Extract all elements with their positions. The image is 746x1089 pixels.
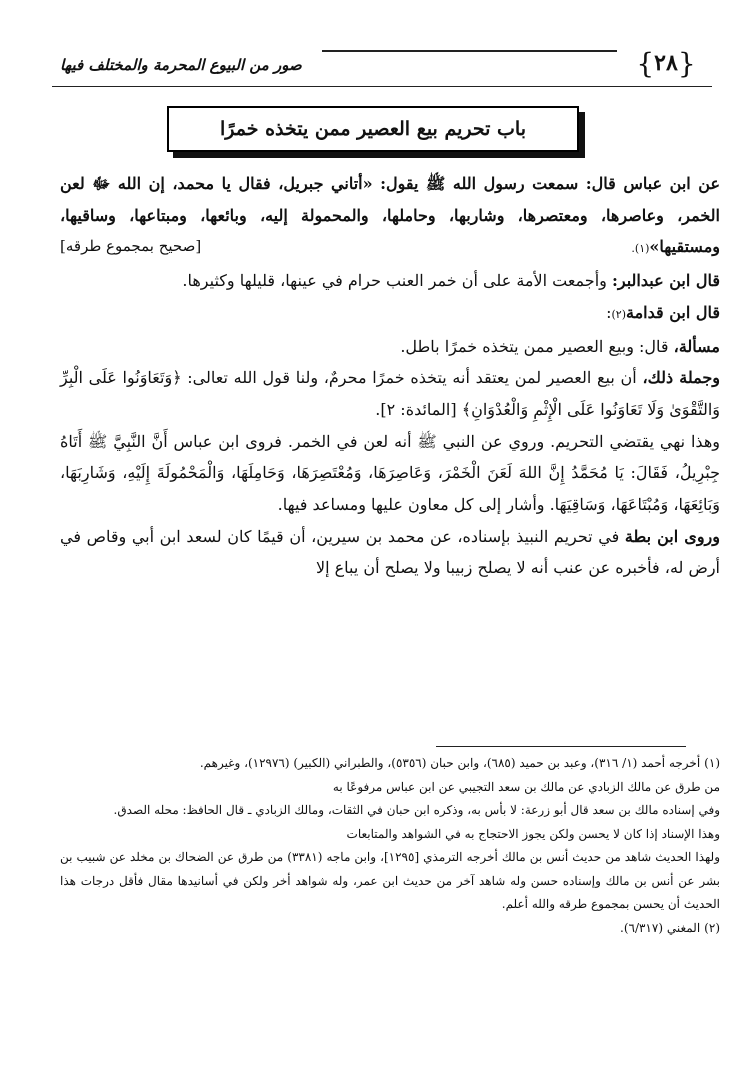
header-rule-top xyxy=(322,50,617,52)
paragraph-ibn-abdulbarr xyxy=(60,265,720,297)
hadith-text: عن ابن عباس قال: سمعت رسول الله ﷺ يقول: «أتاني جبريل، فقال يا محمد، إن الله ﷻ لعن الخمر، وعاصرها، ومعتصرها، وشاربها، وحاملها، والمحمولة إليه، وبائعها، ومبتاعها، وساقيها، ومستقيها» xyxy=(60,174,720,257)
chapter-title-box xyxy=(167,106,579,152)
paragraph-hadith xyxy=(60,168,720,265)
footnote-1-text-1: أخرجه أحمد (١/ ٣١٦)، وعبد بن حميد (٦٨٥)، وابن حبان (٥٣٥٦)، والطبراني (الكبير) (١٢٩٧٦)، وغيرهم. xyxy=(199,756,701,770)
running-title: صور من البيوع المحرمة والمختلف فيها xyxy=(60,56,302,74)
footnote-ref-1[interactable]: (١). xyxy=(631,242,650,256)
jumla-text: أن بيع العصير لمن يعتقد أنه يتخذه خمرًا محرمٌ، ولنا قول الله تعالى: ﴿وَتَعَاوَنُوا عَلَى الْبِرِّ وَالتَّقْوَىٰ وَلَا تَعَاوَنُوا عَلَى الْإِثْمِ وَالْعُدْوَانِ﴾ [المائدة: ٢]. xyxy=(60,368,720,419)
page-header xyxy=(52,40,712,88)
ibn-qudama-lead: قال ابن قدامة xyxy=(625,302,720,322)
paragraph-ibn-batta xyxy=(60,521,720,584)
paragraph-ibn-qudama xyxy=(60,297,720,331)
brace-left: { xyxy=(636,46,655,80)
main-text xyxy=(60,168,720,584)
footnote-2 xyxy=(60,917,720,941)
footnote-ref-2[interactable]: (٢) xyxy=(611,307,626,321)
footnote-1-mark: (١) xyxy=(704,756,720,770)
footnote-1-line-5: ولهذا الحديث شاهد من حديث أنس بن مالك أخرجه الترمذي [١٢٩٥]، وابن ماجه (٣٣٨١) من طرق عن الضحاك بن مخلد عن شبيب بن بشر عن أنس بن مالك وإسناده حسن وله شاهد آخر من حديث ابن عمر، وله شواهد أخر ولكن في أسانيدها مقال فأقل درجات هذا الحديث أن يحسن بمجموع طرقه والله أعلم. xyxy=(60,850,721,911)
ibn-batta-text: في تحريم النبيذ بإسناده، عن محمد بن سيرين، أن قيمًا كان لسعد ابن أبي وقاص في أرض له، فأخبره عن عنب أنه لا يصلح زبيبا ولا يصلح أن يباع إلا xyxy=(60,526,720,578)
paragraph-jumla xyxy=(60,362,720,425)
paragraph-nahy xyxy=(60,426,720,521)
chapter-title: باب تحريم بيع العصير ممن يتخذه خمرًا xyxy=(219,118,526,140)
footnote-separator xyxy=(436,746,686,747)
page-number xyxy=(620,46,712,80)
footnote-1-line-4: وهذا الإسناد إذا كان لا يحسن ولكن يجوز الاحتجاج به في الشواهد والمتابعات xyxy=(346,826,720,841)
footnote-1-line-1 xyxy=(60,752,720,776)
page-number-text: ٢٨ xyxy=(654,50,678,76)
paragraph-masala xyxy=(60,331,720,363)
masala-text: قال: وبيع العصير ممن يتخذه خمرًا باطل. xyxy=(400,336,669,356)
masala-lead: مسألة، xyxy=(673,336,720,356)
footnote-2-mark: (٢) xyxy=(704,920,720,935)
ibn-batta-lead: وروى ابن بطة xyxy=(624,526,720,546)
footnotes xyxy=(60,752,720,940)
brace-right: } xyxy=(677,46,696,80)
footnote-2-text: المغني (٦/٣١٧). xyxy=(620,920,701,935)
footnote-1-line-3: وفي إسناده مالك بن سعد قال أبو زرعة: لا بأس به، وذكره ابن حبان في الثقات، ومالك الزبادي ـ قال الحافظ: محله الصدق. xyxy=(113,803,720,817)
ibn-abdulbarr-text: وأجمعت الأمة على أن خمر العنب حرام في عينها، قليلها وكثيرها. xyxy=(182,271,607,291)
ibn-abdulbarr-lead: قال ابن عبدالبر: xyxy=(611,271,720,291)
ibn-qudama-colon: : xyxy=(606,302,612,322)
header-rule-bottom xyxy=(52,86,712,87)
hadith-grade: [صحيح بمجموع طرقه] xyxy=(60,237,202,256)
jumla-lead: وجملة ذلك، xyxy=(642,368,721,388)
footnote-1-line-2: من طرق عن مالك الزبادي عن مالك بن سعد التجيبي عن ابن عباس مرفوعًا به xyxy=(332,779,720,794)
nahy-text: وهذا نهي يقتضي التحريم. وروي عن النبي ﷺ أنه لعن في الخمر. فروى ابن عباس أَنَّ النَّبِيَّ ﷺ أَتَاهُ جِبْرِيلُ، فَقَالَ: يَا مُحَمَّدُ إِنَّ اللهَ لَعَنَ الْخَمْرَ، وَعَاصِرَهَا، وَمُعْتَصِرَهَا، وَحَامِلَهَا، وَالْمَحْمُولَةَ إِلَيْهِ، وَشَارِبَهَا، وَبَائِعَهَا، وَمُبْتَاعَهَا، وَسَاقِيَهَا. وأشار إلى كل معاون عليها ومساعد فيها. xyxy=(60,431,720,515)
